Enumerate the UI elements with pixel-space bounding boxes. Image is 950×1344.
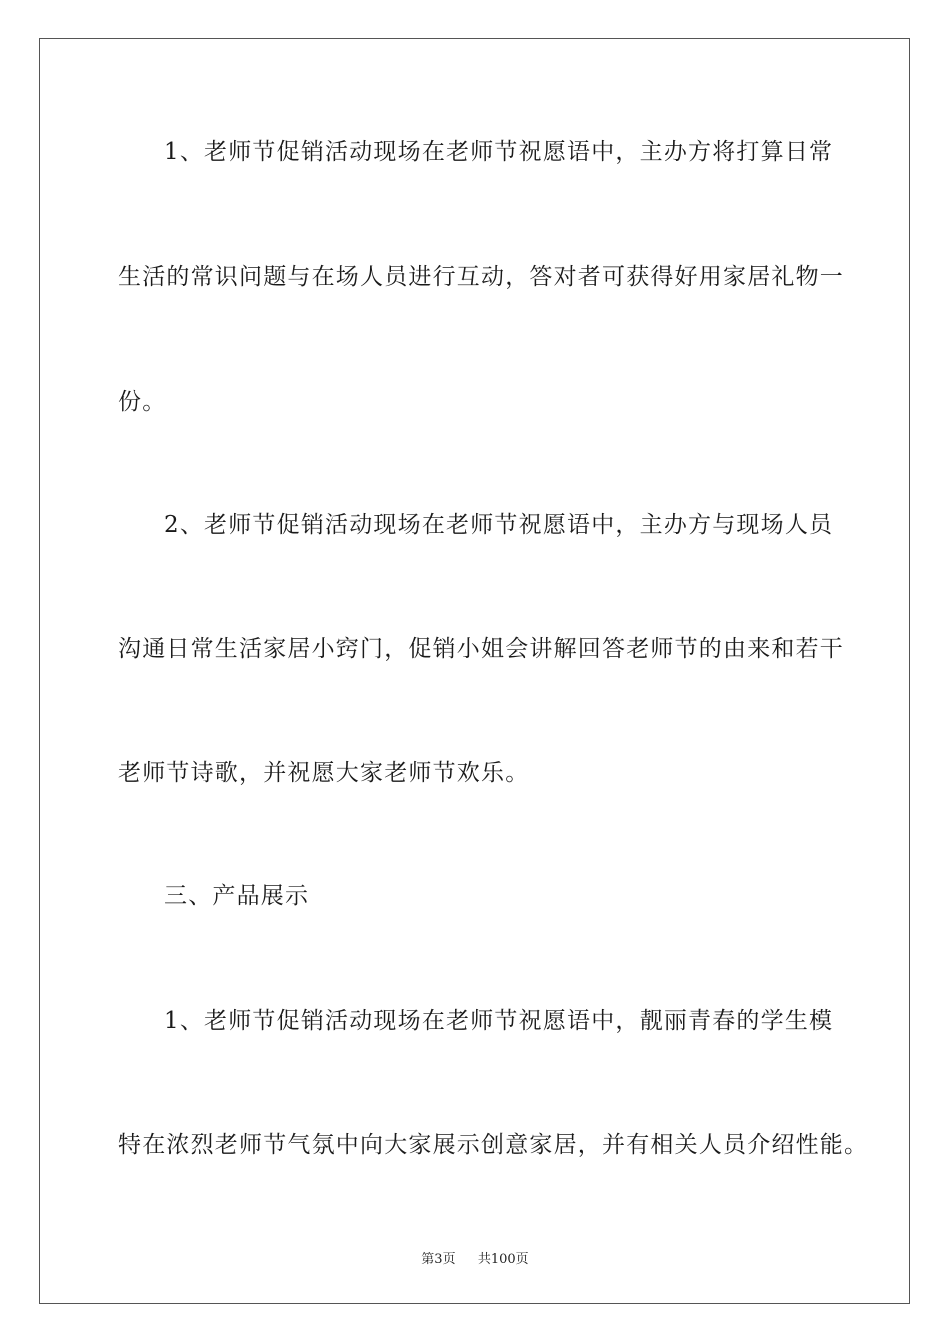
page-footer xyxy=(0,1248,950,1267)
paragraph-line: 2、老师节促销活动现场在老师节祝愿语中，主办方与现场人员 xyxy=(164,512,834,538)
page-number: 第3页 xyxy=(421,1252,456,1267)
paragraph-line: 沟通日常生活家居小窍门，促销小姐会讲解回答老师节的由来和若干 xyxy=(118,636,844,662)
paragraph-line: 老师节诗歌，并祝愿大家老师节欢乐。 xyxy=(118,760,530,786)
paragraph-line: 特在浓烈老师节气氛中向大家展示创意家居，并有相关人员介绍性能。 xyxy=(118,1132,869,1158)
page-total: 共100页 xyxy=(477,1252,529,1267)
paragraph-line: 生活的常识问题与在场人员进行互动，答对者可获得好用家居礼物一 xyxy=(118,264,844,290)
paragraph-line: 1、老师节促销活动现场在老师节祝愿语中，主办方将打算日常 xyxy=(164,139,834,165)
paragraph-line: 份。 xyxy=(118,389,167,415)
section-heading: 三、产品展示 xyxy=(164,883,310,909)
paragraph-line: 1、老师节促销活动现场在老师节祝愿语中，靓丽青春的学生模 xyxy=(164,1008,834,1034)
page-frame xyxy=(39,38,910,1304)
